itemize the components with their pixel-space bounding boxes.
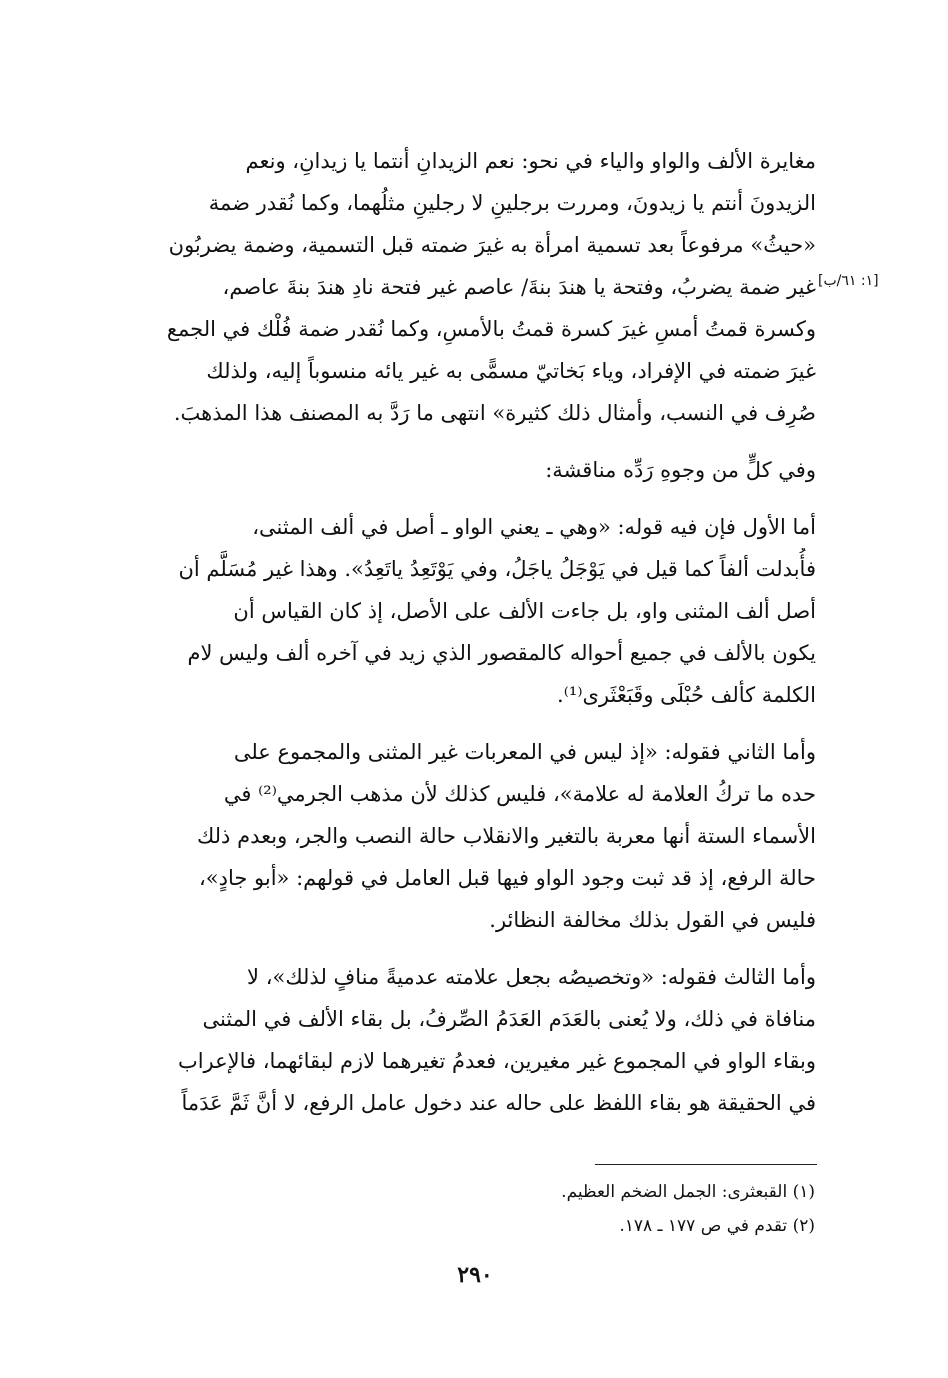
text-line: وأما الثالث فقوله: «وتخصيصُه بجعل علامته عدميةً منافٍ لذلك»، لا [247, 965, 816, 989]
footnote: (٢) تقدم في ص ١٧٧ ـ ١٧٨. [619, 1216, 815, 1236]
paragraph [106, 956, 816, 1124]
text-line: وفي كلٍّ من وجوهِ رَدِّه مناقشة: [545, 458, 816, 482]
footnote-divider [595, 1164, 817, 1165]
text-line: مغايرة الألف والواو والياء في نحو: نعم الزيدانِ أنتما يا زيدانِ، ونعم [245, 149, 816, 173]
text-line: يكون بالألف في جميع أحواله كالمقصور الذي زيد في آخره ألف وليس لام [187, 641, 816, 665]
text-line: حده ما تركُ العلامة له علامة»، فليس كذلك لأن مذهب الجرمي⁽²⁾ في [223, 782, 816, 806]
text-line: صُرِف في النسب، وأمثال ذلك كثيرة» انتهى ما رَدَّ به المصنف هذا المذهبَ. [173, 401, 816, 425]
text-line: في الحقيقة هو بقاء اللفظ على حاله عند دخول عامل الرفع، لا أنَّ ثَمَّ عَدَماً [181, 1091, 816, 1115]
text-line: فأُبدلت ألفاً كما قيل في يَوْجَلُ ياجَلُ، وفي يَوْتَعِدُ ياتَعِدُ». وهذا غير مُسَلَّم أن [178, 557, 816, 581]
text-line: الأسماء الستة أنها معربة بالتغير والانقلاب حالة النصب والجر، وبعدم ذلك [196, 824, 816, 848]
text-line: غيرَ ضمته في الإفراد، وياء بَخاتيّ مسمًّى به غير يائه منسوباً إليه، ولذلك [206, 359, 816, 383]
paragraph [106, 731, 816, 941]
margin-folio-note: [١: ٦١/ب] [818, 273, 879, 289]
text-line: وأما الثاني فقوله: «إذ ليس في المعربات غير المثنى والمجموع على [233, 740, 816, 764]
text-line: فليس في القول بذلك مخالفة النظائر. [489, 908, 816, 932]
text-line: «حيثُ» مرفوعاً بعد تسمية امرأة به غيرَ ضمته قبل التسمية، وضمة يضربُون [168, 233, 816, 257]
text-line: أصل ألف المثنى واو، بل جاءت الألف على الأصل، إذ كان القياس أن [233, 599, 816, 623]
text-line: الكلمة كألف حُبْلَى وقَبَعْثَرى⁽¹⁾. [557, 683, 816, 707]
footnotes [420, 1175, 815, 1243]
text-line: وكسرة قمتُ أمسِ غيرَ كسرة قمتُ بالأمسِ، وكما نُقدر ضمة فُلْك في الجمع [166, 317, 816, 341]
footnote: (١) القبعثرى: الجمل الضخم العظيم. [561, 1182, 815, 1202]
text-line: منافاة في ذلك، ولا يُعنى بالعَدَم العَدَمُ الصِّرفُ، بل بقاء الألف في المثنى [202, 1007, 816, 1031]
main-text [106, 140, 816, 1124]
text-line: أما الأول فإن فيه قوله: «وهي ـ يعني الواو ـ أصل في ألف المثنى، [252, 515, 816, 539]
page-number: ٢٩٠ [457, 1262, 493, 1288]
text-line: وبقاء الواو في المجموع غير مغيرين، فعدمُ تغيرهما لازم لبقائهما، فالإعراب [177, 1049, 816, 1073]
paragraph [106, 449, 816, 491]
paragraph [106, 506, 816, 716]
text-line: الزيدونَ أنتم يا زيدونَ، ومررت برجلينِ لا رجلينِ مثلُهما، وكما نُقدر ضمة [208, 191, 816, 215]
text-line: حالة الرفع، إذ قد ثبت وجود الواو فيها قبل العامل في قولهم: «أبو جادٍ»، [199, 866, 816, 890]
paragraph [106, 140, 816, 434]
text-line: غير ضمة يضربُ، وفتحة يا هندَ بنةَ/ عاصم غير فتحة نادِ هندَ بنةَ عاصم، [222, 275, 816, 299]
